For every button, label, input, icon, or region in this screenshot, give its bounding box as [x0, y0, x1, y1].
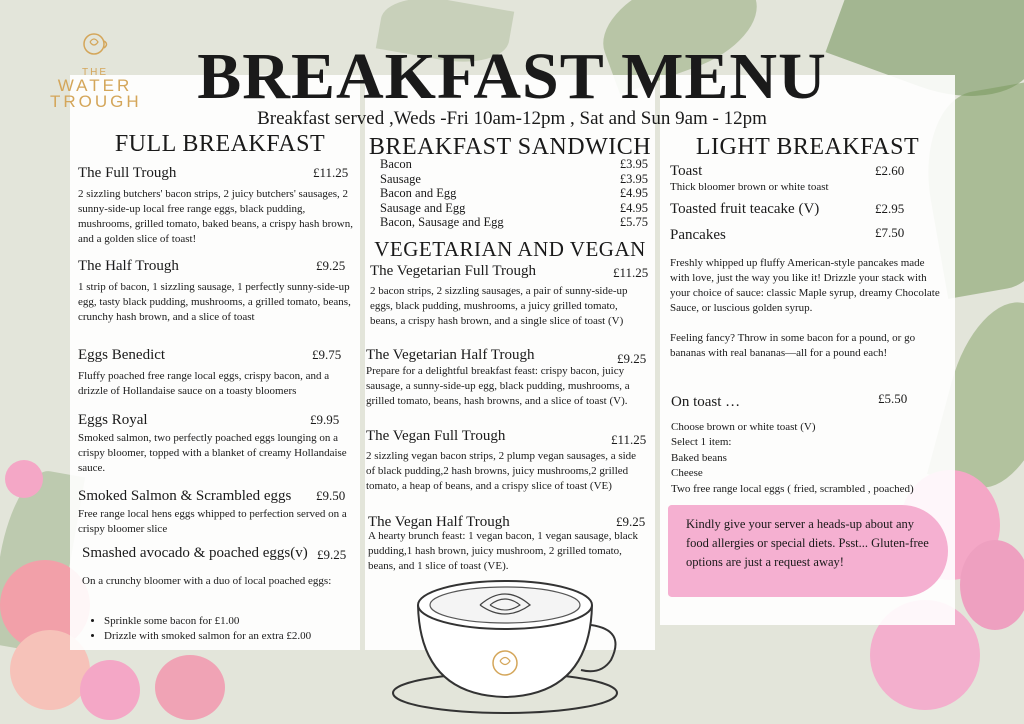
logo-line1: THE	[82, 67, 108, 78]
list-item: • Sprinkle some bacon for £1.00	[104, 614, 374, 629]
page-subtitle: Breakfast served ,Weds -Fri 10am-12pm , Sat and Sun 9am - 12pm	[257, 108, 767, 129]
table-row	[380, 201, 650, 216]
item-description: Prepare for a delightful breakfast feast: crispy bacon, juicy sausage, a sunny-side-up egg, black pudding, mushrooms, a grilled tomato, beans, hash browns, and a slice of toast (V).	[366, 365, 630, 407]
item-name: On toast …	[671, 394, 741, 410]
item-price: £9.25	[617, 351, 647, 366]
item-name: The Vegan Half Trough	[368, 514, 510, 530]
item-name: Eggs Benedict	[78, 347, 166, 363]
item-name: Bacon	[380, 157, 412, 171]
extras-list	[82, 614, 374, 644]
item-description: Freshly whipped up fluffy American-style pancakes made with love, just the way you like it! Drizzle your stack with your choice of sauce: classic Maple syrup, dreamy Chocolate Sauce, or luscious golden syrup.	[670, 257, 940, 314]
option-line: Choose brown or white toast (V)	[671, 421, 816, 433]
full-breakfast-section	[75, 131, 365, 157]
menu-item	[670, 201, 940, 218]
item-name: Sausage and Egg	[380, 200, 466, 215]
item-description: A hearty brunch feast: 1 vegan bacon, 1 vegan sausage, black pudding,1 hash brown, juicy mushroom, 2 grilled tomato, beans, and 1 slice of toast (VE).	[368, 530, 639, 572]
section-heading: LIGHT BREAKFAST	[695, 134, 920, 160]
item-price: £7.50	[875, 225, 905, 240]
item-price: £11.25	[313, 165, 349, 180]
menu-item	[78, 347, 353, 399]
item-name: The Vegetarian Full Trough	[370, 263, 536, 279]
table-row	[380, 157, 650, 172]
item-description: On a crunchy bloomer with a duo of local poached eggs:	[82, 575, 332, 587]
section-heading: BREAKFAST SANDWICH	[368, 134, 652, 160]
item-price: £5.75	[619, 215, 648, 230]
table-row	[380, 186, 650, 201]
menu-item	[670, 227, 940, 361]
item-price: £9.95	[310, 412, 340, 427]
option-line: Two free range local eggs ( fried, scrambled , poached)	[671, 482, 914, 495]
item-name: The Half Trough	[78, 258, 179, 274]
item-description: Feeling fancy? Throw in some bacon for a pound, or go bananas with real bananas—all for a pound each!	[670, 332, 916, 359]
sandwich-table	[380, 157, 650, 230]
menu-item	[670, 163, 940, 195]
option-line: Select 1 item:	[671, 436, 732, 449]
item-price: £11.25	[613, 265, 649, 280]
item-name: Sausage	[380, 171, 421, 186]
menu-item	[78, 412, 353, 476]
item-name: The Vegetarian Half Trough	[366, 347, 535, 363]
item-price: £9.50	[316, 488, 346, 503]
item-price: £9.75	[312, 347, 342, 362]
item-name: Smashed avocado & poached eggs(v)	[82, 545, 308, 561]
item-description: 2 sizzling vegan bacon strips, 2 plump vegan sausages, a side of black pudding,2 hash browns, juicy mushrooms,2 grilled tomato, a heap of beans, and a crispy slice of toast (VE)	[366, 450, 637, 492]
coffee-cup-illustration	[390, 575, 630, 715]
allergy-note	[668, 505, 948, 597]
item-price: £11.25	[611, 432, 647, 447]
menu-item	[78, 258, 353, 325]
flower-decoration	[155, 655, 225, 720]
item-price: £4.95	[619, 200, 648, 215]
item-name: Bacon, Sausage and Egg	[380, 215, 504, 230]
menu-item	[671, 391, 951, 497]
item-name: Pancakes	[670, 227, 726, 243]
item-name: The Vegan Full Trough	[366, 428, 506, 444]
table-row	[380, 215, 650, 230]
light-breakfast-section	[660, 134, 955, 160]
vegetarian-section	[365, 236, 655, 262]
item-description: Fluffy poached free range local eggs, crispy bacon, and a drizzle of Hollandaise sauce on a toasty bloomers	[78, 370, 330, 397]
item-name: Toasted fruit teacake (V)	[670, 201, 820, 217]
menu-item	[82, 545, 357, 589]
item-price: £9.25	[316, 258, 346, 273]
item-description: 2 sizzling butchers' bacon strips, 2 juicy butchers' sausages, 2 sunny-side-up local free range eggs, black pudding, mushrooms, grilled tomato, baked beans, a crispy hash brown, and a golden slice of toast!	[78, 188, 353, 245]
page-title: BREAKFAST MENU	[197, 40, 827, 113]
option-line: Baked beans	[671, 451, 727, 464]
item-name: Smoked Salmon & Scrambled eggs	[78, 488, 292, 504]
allergy-note-text: Kindly give your server a heads-up about any food allergies or special diets. Psst... Gluten-free options are just a request away!	[686, 517, 929, 569]
logo-line3: TROUGH	[50, 92, 142, 111]
item-price: £9.25	[317, 547, 347, 562]
item-description: 2 bacon strips, 2 sizzling sausages, a pair of sunny-side-up eggs, black pudding, mushrooms, a juicy grilled tomato, beans, a crispy hash brown, and a single slice of toast (V)	[370, 285, 628, 327]
item-description: 1 strip of bacon, 1 sizzling sausage, 1 perfectly sunny-side-up egg, tasty black pudding, mushrooms, a grilled tomato, beans, crunchy hash brown, and a slice of toast	[78, 281, 351, 323]
item-price: £3.95	[619, 157, 648, 171]
flower-decoration	[5, 460, 43, 498]
item-price: £5.50	[878, 391, 908, 406]
menu-item	[78, 165, 353, 247]
item-name: The Full Trough	[78, 165, 177, 181]
logo-line2: WATER	[57, 76, 133, 95]
item-name: Eggs Royal	[78, 412, 148, 428]
item-price: £9.25	[616, 514, 646, 529]
item-price: £2.60	[875, 163, 905, 178]
menu-item	[368, 514, 646, 574]
item-description: Free range local hens eggs whipped to perfection served on a crispy bloomer slice	[78, 508, 347, 535]
item-name: Bacon and Egg	[380, 186, 457, 201]
menu-item	[78, 488, 353, 537]
table-row	[380, 172, 650, 187]
flower-decoration	[80, 660, 140, 720]
item-name: Toast	[670, 163, 703, 179]
flower-decoration	[960, 540, 1024, 630]
item-price: £3.95	[619, 171, 648, 186]
item-price: £4.95	[619, 186, 648, 201]
item-description: Smoked salmon, two perfectly poached eggs lounging on a crispy bloomer, topped with a blanket of creamy Hollandaise sauce.	[78, 432, 347, 474]
item-price: £2.95	[875, 201, 905, 216]
section-heading: FULL BREAKFAST	[114, 131, 326, 157]
section-heading: VEGETARIAN AND VEGAN	[374, 237, 646, 261]
menu-item	[366, 347, 647, 409]
option-line: Cheese	[671, 467, 703, 480]
list-item: • Drizzle with smoked salmon for an extra £2.00	[104, 629, 374, 644]
menu-item	[366, 428, 647, 494]
item-description: Thick bloomer brown or white toast	[670, 181, 829, 193]
menu-item	[370, 263, 649, 329]
